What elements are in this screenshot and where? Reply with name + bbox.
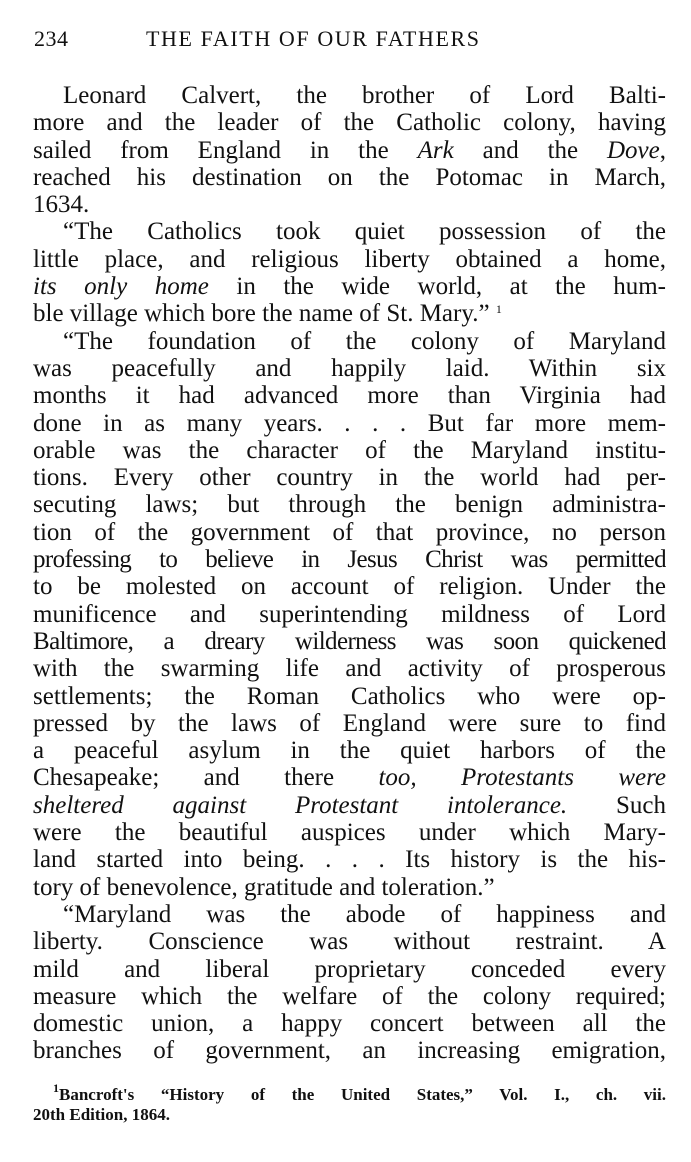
text-line: mild and liberal proprietary conceded every [33, 955, 666, 983]
text-line: tory of benevolence, gratitude and toleration.” [33, 873, 495, 901]
footnote-text: Bancroft's “History of the United States,” Vol. I., ch. vii. [59, 1085, 666, 1104]
page-number: 234 [34, 26, 69, 51]
text-line: pressed by the laws of England were sure to find [33, 709, 666, 737]
text-line [33, 764, 666, 791]
text-line: was peacefully and happily laid. Within six [33, 354, 666, 382]
text-line [33, 273, 666, 300]
text-line [33, 300, 666, 327]
text-line: tion of the government of that province, no person [33, 518, 666, 546]
text-fragment: , [659, 136, 666, 164]
text-line: more and the leader of the Catholic colony, having [33, 109, 666, 137]
text-line: land started into being. . . . Its history is the his- [33, 846, 666, 874]
footnote-marker: 1 [495, 302, 502, 317]
text-line: domestic union, a happy concert between all the [33, 1010, 666, 1038]
text-fragment: sailed from England in the [33, 136, 418, 164]
text-line: munificence and superintending mildness of Lord [33, 600, 666, 628]
text-fragment: and the [453, 136, 607, 164]
text-line: orable was the character of the Maryland institu- [33, 436, 666, 464]
text-line [33, 137, 666, 164]
text-line: professing to believe in Jesus Christ was permitted [33, 546, 666, 574]
text-line: “The foundation of the colony of Maryland [63, 327, 666, 355]
text-line: measure which the welfare of the colony required; [33, 982, 666, 1010]
text-line: liberty. Conscience was without restraint. A [33, 928, 666, 956]
footnote-line [33, 1081, 666, 1105]
text-fragment: in the wide world, at the hum- [208, 273, 666, 301]
text-fragment: Chesapeake; and there [33, 764, 379, 792]
text-fragment: ble village which bore the name of St. Mary.” [33, 300, 496, 328]
text-fragment: Such [567, 791, 666, 819]
text-line: reached his destination on the Potomac in March, [33, 163, 666, 191]
italic-text: its only home [33, 273, 209, 301]
text-line: “Maryland was the abode of happiness and [63, 900, 666, 928]
footnote-line: 20th Edition, 1864. [33, 1105, 170, 1124]
italic-text: Dove [607, 136, 660, 164]
text-line: Baltimore, a dreary wilderness was soon quickened [33, 627, 666, 655]
italic-text: too, Protestants were [378, 764, 666, 792]
text-line: secuting laws; but through the benign administra- [33, 491, 666, 519]
italic-text: Ark [417, 136, 454, 164]
italic-text: sheltered against Protestant intolerance. [33, 791, 568, 819]
footnote [33, 1081, 666, 1125]
body-text [33, 82, 666, 1065]
text-line: were the beautiful auspices under which Mary- [33, 819, 666, 847]
page-header [34, 26, 664, 56]
text-line: Leonard Calvert, the brother of Lord Balti- [63, 82, 666, 109]
text-line [33, 792, 666, 819]
text-line: branches of government, an increasing emigration, [33, 1037, 666, 1065]
text-line: months it had advanced more than Virginia had [33, 382, 666, 410]
text-line: 1634. [33, 191, 90, 219]
text-line: settlements; the Roman Catholics who were op- [33, 682, 666, 710]
text-line: done in as many years. . . . But far more mem- [33, 409, 666, 437]
text-line: tions. Every other country in the world had per- [33, 464, 666, 492]
text-line: with the swarming life and activity of prosperous [33, 655, 666, 683]
text-line: a peaceful asylum in the quiet harbors of the [33, 737, 666, 765]
running-title: THE FAITH OF OUR FATHERS [146, 26, 481, 51]
footnote-number: 1 [53, 1081, 59, 1095]
text-line: “The Catholics took quiet possession of the [63, 218, 666, 246]
text-line: little place, and religious liberty obtained a home, [33, 245, 666, 273]
text-line: to be molested on account of religion. Under the [33, 573, 666, 601]
